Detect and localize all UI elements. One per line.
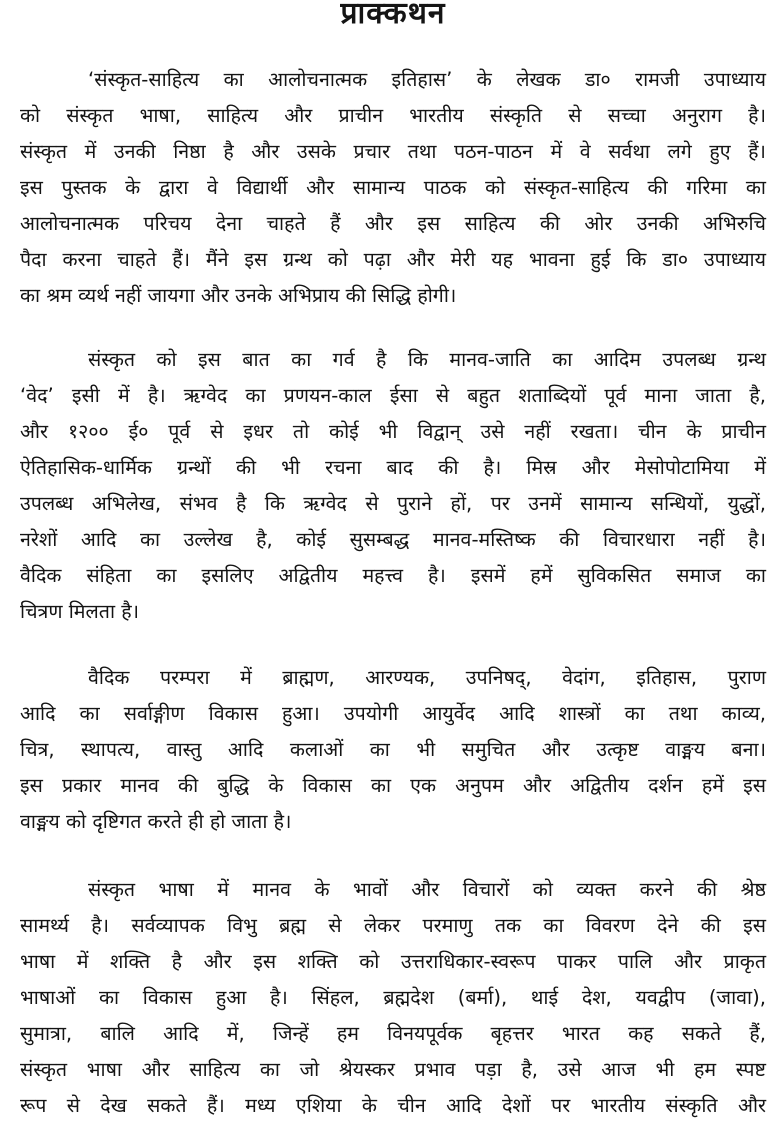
paragraph-line: ऐतिहासिक-धार्मिक ग्रन्थों की भी रचना बाद की है। मिस्र और मेसोपोटामिया में	[20, 456, 766, 479]
paragraph-line: ‘वेद’ इसी में है। ऋग्वेद का प्रणयन-काल ईसा से बहुत शताब्दियों पूर्व माना जाता है,	[20, 384, 766, 407]
paragraph-line: चित्र, स्थापत्य, वास्तु आदि कलाओं का भी समुचित और उत्कृष्ट वाङ्मय बना।	[20, 738, 766, 761]
paragraph-line: चित्रण मिलता है।	[20, 600, 140, 623]
paragraph-line: का श्रम व्यर्थ नहीं जायगा और उनके अभिप्राय की सिद्धि होगी।	[20, 284, 457, 307]
paragraph-line: ‘संस्कृत-साहित्य का आलोचनात्मक इतिहास’ के लेखक डा० रामजी उपाध्याय	[88, 68, 766, 91]
paragraph-line: सामर्थ्य है। सर्वव्यापक विभु ब्रह्म से लेकर परमाणु तक का विवरण देने की इस	[20, 914, 766, 937]
paragraph-line: संस्कृत भाषा में मानव के भावों और विचारों को व्यक्त करने की श्रेष्ठ	[88, 878, 766, 901]
paragraph-line: भाषाओं का विकास हुआ है। सिंहल, ब्रह्मदेश (बर्मा), थाई देश, यवद्वीप (जावा),	[20, 986, 766, 1009]
paragraph-line: और १२०० ई० पूर्व से इधर तो कोई भी विद्वान् उसे नहीं रखता। चीन के प्राचीन	[20, 420, 766, 443]
paragraph-line: वैदिक परम्परा में ब्राह्मण, आरण्यक, उपनिषद्, वेदांग, इतिहास, पुराण	[88, 666, 766, 689]
paragraph-line: संस्कृत में उनकी निष्ठा है और उसके प्रचार तथा पठन-पाठन में वे सर्वथा लगे हुए हैं।	[20, 140, 766, 163]
paragraph-line: सुमात्रा, बालि आदि में, जिन्हें हम विनयपूर्वक बृहत्तर भारत कह सकते हैं,	[20, 1022, 766, 1045]
paragraph-line: उपलब्ध अभिलेख, संभव है कि ऋग्वेद से पुराने हों, पर उनमें सामान्य सन्धियों, युद्धों,	[20, 492, 766, 515]
paragraph-2	[20, 342, 766, 630]
paragraph-line: वाङ्मय को दृष्टिगत करते ही हो जाता है।	[20, 810, 292, 833]
paragraph-line: रूप से देख सकते हैं। मध्य एशिया के चीन आदि देशों पर भारतीय संस्कृति और	[20, 1094, 766, 1117]
paragraph-3	[20, 660, 766, 840]
page-title: प्राक्कथन	[340, 0, 446, 31]
paragraph-line: पैदा करना चाहते हैं। मैंने इस ग्रन्थ को पढ़ा और मेरी यह भावना हुई कि डा० उपाध्याय	[20, 248, 766, 271]
paragraph-line: को संस्कृत भाषा, साहित्य और प्राचीन भारतीय संस्कृति से सच्चा अनुराग है।	[20, 104, 766, 127]
paragraph-line: इस प्रकार मानव की बुद्धि के विकास का एक अनुपम और अद्वितीय दर्शन हमें इस	[20, 774, 766, 797]
paragraph-1	[20, 62, 766, 314]
paragraph-line: नरेशों आदि का उल्लेख है, कोई सुसम्बद्ध मानव-मस्तिष्क की विचारधारा नहीं है।	[20, 528, 766, 551]
paragraph-line: भाषा में शक्ति है और इस शक्ति को उत्तराधिकार-स्वरूप पाकर पालि और प्राकृत	[20, 950, 766, 973]
paragraph-line: वैदिक संहिता का इसलिए अद्वितीय महत्त्व है। इसमें हमें सुविकसित समाज का	[20, 564, 766, 587]
paragraph-line: आलोचनात्मक परिचय देना चाहते हैं और इस साहित्य की ओर उनकी अभिरुचि	[20, 212, 766, 235]
paragraph-line: संस्कृत को इस बात का गर्व है कि मानव-जाति का आदिम उपलब्ध ग्रन्थ	[88, 348, 766, 371]
paragraph-4	[20, 872, 766, 1124]
paragraph-line: आदि का सर्वाङ्गीण विकास हुआ। उपयोगी आयुर्वेद आदि शास्त्रों का तथा काव्य,	[20, 702, 766, 725]
paragraph-line: इस पुस्तक के द्वारा वे विद्यार्थी और सामान्य पाठक को संस्कृत-साहित्य की गरिमा का	[20, 176, 766, 199]
paragraph-line: संस्कृत भाषा और साहित्य का जो श्रेयस्कर प्रभाव पड़ा है, उसे आज भी हम स्पष्ट	[20, 1058, 766, 1081]
